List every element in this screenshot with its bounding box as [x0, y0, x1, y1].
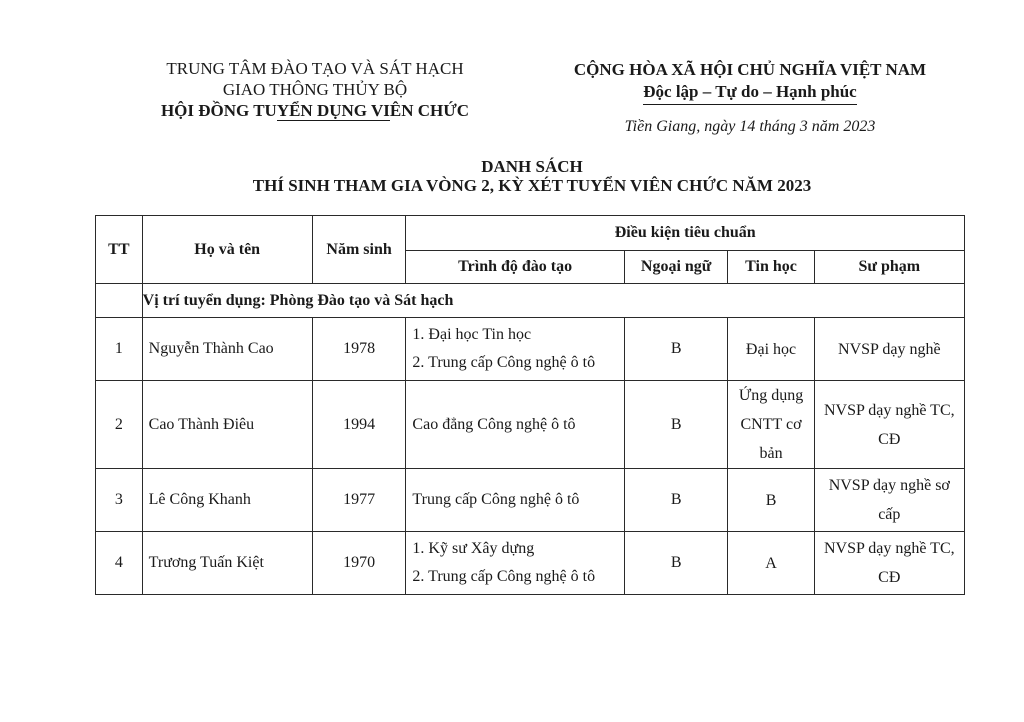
candidate-table — [95, 215, 965, 595]
row-language: B — [624, 532, 728, 595]
education-line: Trung cấp Công nghệ ô tô — [412, 491, 580, 508]
pedagogy-line: NVSP dạy nghề TC, — [823, 401, 955, 419]
council-name-underlined: YỂN DỤNG VI — [276, 101, 390, 120]
header-language: Ngoại ngữ — [624, 251, 728, 284]
table-row — [96, 381, 965, 469]
section-title: Vị trí tuyển dụng: Phòng Đào tạo và Sát hạch — [142, 284, 964, 318]
education-line: 1. Kỹ sư Xây dựng — [412, 540, 535, 557]
org-name-line2: GIAO THÔNG THỦY BỘ — [222, 80, 408, 99]
pedagogy-line: cấp — [878, 506, 901, 523]
header-it: Tin học — [728, 251, 814, 284]
council-name — [150, 100, 480, 121]
education-line: Cao đẳng Công nghệ ô tô — [412, 415, 576, 433]
row-language: B — [624, 381, 728, 469]
row-tt: 3 — [96, 469, 143, 532]
row-pedagogy — [814, 532, 964, 595]
row-name: Cao Thành Điêu — [142, 381, 312, 469]
row-education — [406, 532, 624, 595]
header-conditions: Điều kiện tiêu chuẩn — [406, 216, 965, 251]
row-education — [406, 318, 624, 381]
row-year: 1978 — [312, 318, 406, 381]
it-line: B — [765, 491, 777, 509]
row-year: 1994 — [312, 381, 406, 469]
row-education — [406, 469, 624, 532]
it-line: CNTT cơ — [740, 416, 802, 433]
document-date: Tiền Giang, ngày 14 tháng 3 năm 2023 — [624, 118, 876, 135]
row-pedagogy — [814, 318, 964, 381]
header-year: Năm sinh — [312, 216, 406, 284]
education-line: 2. Trung cấp Công nghệ ô tô — [412, 354, 596, 371]
row-tt: 2 — [96, 381, 143, 469]
row-it — [728, 532, 814, 595]
row-name: Trương Tuấn Kiệt — [142, 532, 312, 595]
row-language: B — [624, 318, 728, 381]
national-header — [555, 59, 945, 105]
table-row — [96, 469, 965, 532]
row-pedagogy — [814, 469, 964, 532]
education-line: 2. Trung cấp Công nghệ ô tô — [412, 568, 596, 585]
row-year: 1970 — [312, 532, 406, 595]
it-line: Ứng dụng — [738, 387, 804, 404]
table-row — [96, 318, 965, 381]
table-row — [96, 532, 965, 595]
header-name: Họ và tên — [142, 216, 312, 284]
row-education — [406, 381, 624, 469]
row-pedagogy — [814, 381, 964, 469]
row-it — [728, 318, 814, 381]
row-name: Lê Công Khanh — [142, 469, 312, 532]
council-name-prefix: HỘI ĐỒNG TU — [160, 101, 277, 120]
pedagogy-line: CĐ — [878, 569, 901, 586]
row-tt: 4 — [96, 532, 143, 595]
education-line: 1. Đại học Tin học — [412, 326, 532, 343]
it-line: bản — [759, 445, 783, 462]
country-name: CỘNG HÒA XÃ HỘI CHỦ NGHĨA VIỆT NAM — [573, 60, 927, 79]
it-line: Đại học — [745, 340, 797, 358]
row-name: Nguyễn Thành Cao — [142, 318, 312, 381]
section-row — [96, 284, 965, 318]
title-line2: THÍ SINH THAM GIA VÒNG 2, KỲ XÉT TUYỂN VIÊN CHỨC NĂM 2023 — [252, 176, 812, 195]
row-tt: 1 — [96, 318, 143, 381]
row-it — [728, 381, 814, 469]
header-tt: TT — [96, 216, 143, 284]
row-it — [728, 469, 814, 532]
pedagogy-line: CĐ — [878, 430, 901, 448]
national-motto: Độc lập – Tự do – Hạnh phúc — [643, 81, 856, 105]
pedagogy-line: NVSP dạy nghề — [838, 340, 941, 358]
document-title — [0, 157, 1024, 195]
header-pedagogy: Sư phạm — [814, 251, 964, 284]
pedagogy-line: NVSP dạy nghề sơ — [828, 477, 950, 494]
org-name-line1: TRUNG TÂM ĐÀO TẠO VÀ SÁT HẠCH — [166, 59, 464, 78]
header-education: Trình độ đào tạo — [406, 251, 624, 284]
row-year: 1977 — [312, 469, 406, 532]
organization-header — [150, 58, 480, 121]
pedagogy-line: NVSP dạy nghề TC, — [823, 540, 955, 557]
it-line: A — [765, 554, 777, 572]
title-line1: DANH SÁCH — [481, 157, 583, 176]
row-language: B — [624, 469, 728, 532]
council-name-suffix: ÊN CHỨC — [389, 101, 470, 120]
section-spacer — [96, 284, 143, 318]
